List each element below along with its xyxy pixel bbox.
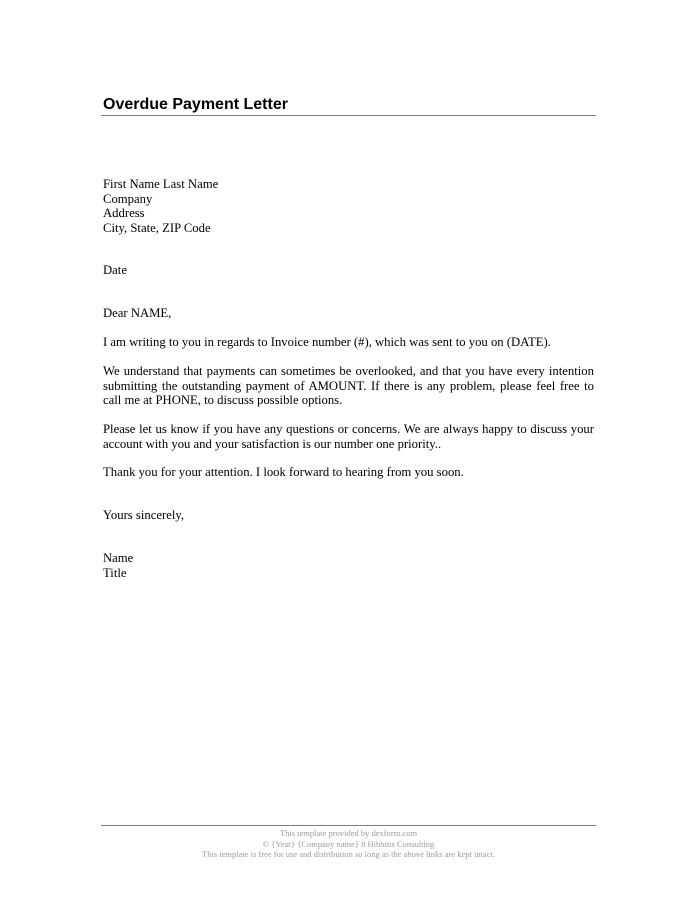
salutation: Dear NAME, (103, 306, 172, 320)
footer (101, 828, 596, 860)
page-title: Overdue Payment Letter (103, 96, 288, 113)
recipient-name: First Name Last Name (103, 177, 219, 191)
paragraph-questions: Please let us know if you have any questions or concerns. We are always happy to discuss your account with you and your satisfaction is our number one priority.. (103, 422, 594, 451)
paragraph-payment: We understand that payments can sometimes be overlooked, and that you have every intention submitting the outstanding payment of AMOUNT. If there is any problem, please feel free to call me at PHONE, to discuss possible options. (103, 364, 594, 407)
footer-credit: This template provided by dexform.com (279, 828, 418, 838)
recipient-address: Address (103, 206, 145, 220)
title-divider (101, 115, 596, 116)
recipient-company: Company (103, 191, 153, 206)
paragraph-thanks: Thank you for your attention. I look forward to hearing from you soon. (103, 465, 464, 479)
recipient-address-block (103, 177, 594, 235)
paragraph-invoice: I am writing to you in regards to Invoice number (#), which was sent to you on (DATE). (103, 335, 551, 349)
signature-block (103, 551, 594, 580)
footer-license: This template is free for use and distribution so long as the above links are kept intact. (202, 849, 495, 859)
signature-title: Title (103, 565, 127, 580)
footer-divider (101, 825, 596, 826)
signature-name: Name (103, 551, 134, 565)
footer-copyright: © {Year} {Company name} 8 Hibbitts Consulting (262, 838, 435, 849)
letter-date: Date (103, 263, 127, 277)
recipient-city-state-zip: City, State, ZIP Code (103, 220, 211, 235)
closing: Yours sincerely, (103, 508, 185, 522)
